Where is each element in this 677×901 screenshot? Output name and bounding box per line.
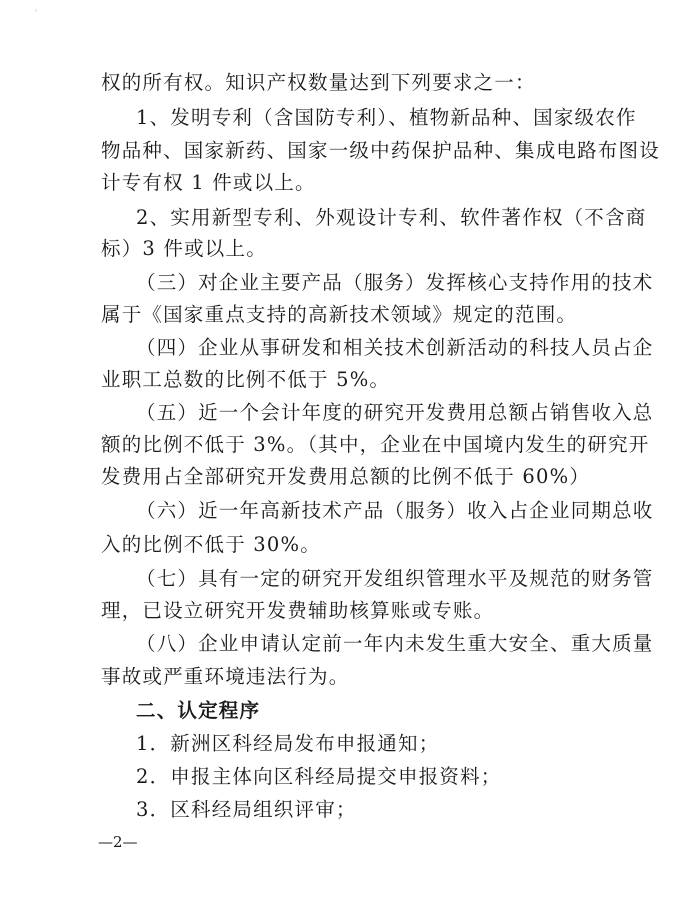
page-number: —2—	[98, 833, 138, 851]
text-line: （八）企业申请认定前一年内未发生重大安全、重大质量	[136, 632, 654, 655]
text-line: 物品种、国家新药、国家一级中药保护品种、集成电路布图设	[101, 139, 660, 162]
text-line: （六）近一年高新技术产品（服务）收入占企业同期总收	[136, 499, 654, 522]
text-line: 计专有权 1 件或以上。	[101, 171, 316, 194]
text-line: 权的所有权。知识产权数量达到下列要求之一：	[101, 71, 536, 94]
text-line: 1、发明专利（含国防专利）、植物新品种、国家级农作	[136, 106, 637, 129]
text-line: 业职工总数的比例不低于 5%。	[101, 368, 391, 391]
text-line: （三）对企业主要产品（服务）发挥核心支持作用的技术	[136, 271, 654, 294]
list-item: 3．区科经局组织评审；	[136, 798, 357, 821]
text-line: 额的比例不低于 3%。（其中，企业在中国境内发生的研究开	[101, 433, 650, 456]
text-line: （四）企业从事研发和相关技术创新活动的科技人员占企	[136, 336, 654, 359]
list-item: 2．申报主体向区科经局提交申报资料；	[136, 765, 502, 788]
list-item: 1．新洲区科经局发布申报通知；	[136, 732, 440, 755]
scan-mark: `	[34, 10, 39, 21]
text-line: 标）3 件或以上。	[101, 237, 267, 260]
text-line: 入的比例不低于 30%。	[101, 533, 321, 556]
text-line: 发费用占全部研究开发费用总额的比例不低于 60%）	[101, 465, 591, 488]
text-line: （七）具有一定的研究开发组织管理水平及规范的财务管	[136, 567, 654, 590]
text-line: 事故或严重环境违法行为。	[101, 665, 350, 688]
text-line: 属于《国家重点支持的高新技术领域》规定的范围。	[101, 303, 578, 326]
section-heading: 二、认定程序	[136, 699, 261, 722]
text-line: 理，已设立研究开发费辅助核算账或专账。	[101, 599, 495, 622]
text-line: 2、实用新型专利、外观设计专利、软件著作权（不含商	[136, 206, 647, 229]
text-line: （五）近一个会计年度的研究开发费用总额占销售收入总	[136, 401, 654, 424]
